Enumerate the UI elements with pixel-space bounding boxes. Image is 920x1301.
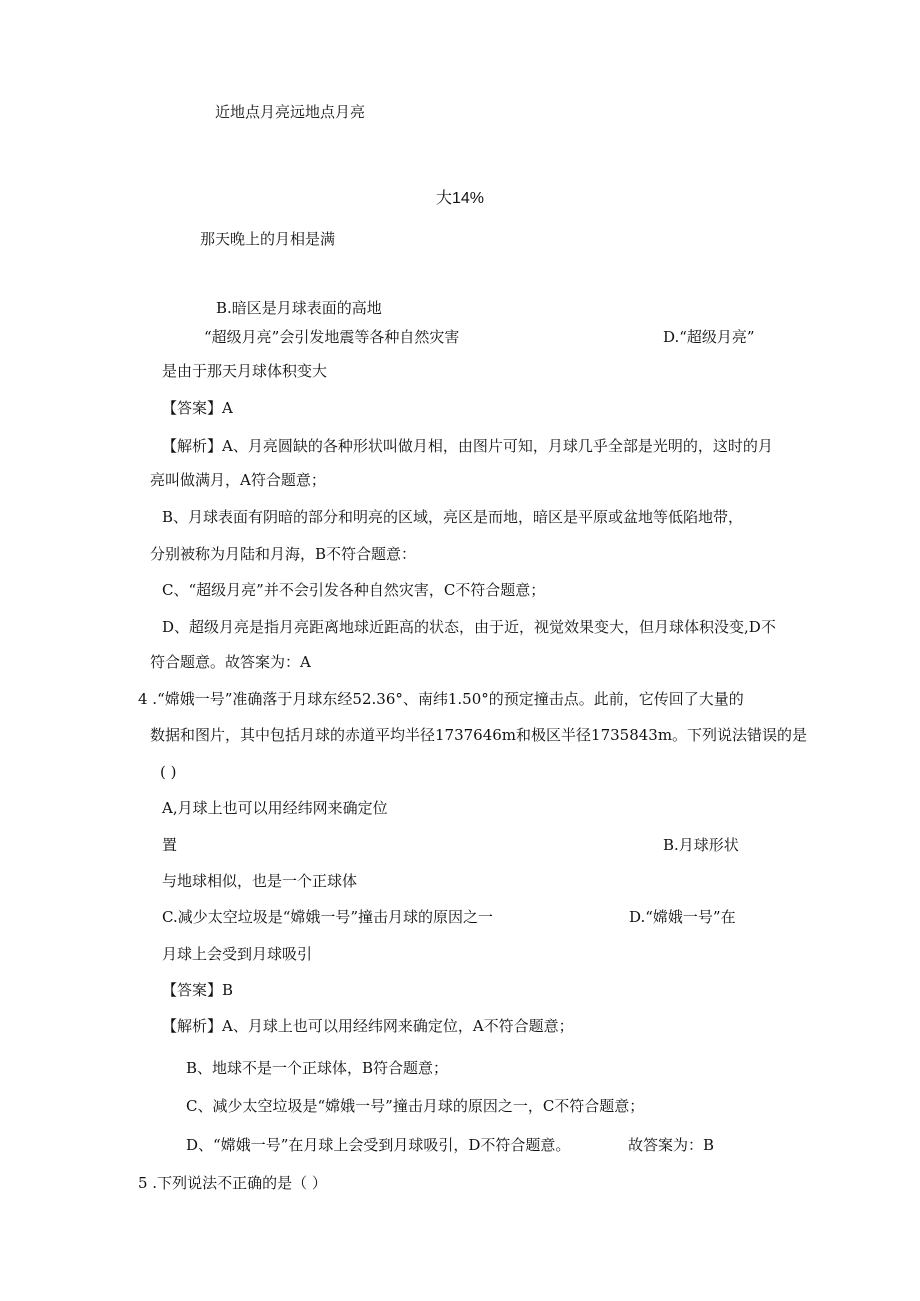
q3-analysis-line-3: B、月球表面有阴暗的部分和明亮的区域，亮区是而地，暗区是平原或盆地等低陷地带， [162,508,744,526]
q4-answer: 【答案】B [162,981,234,999]
q3-option-b: B.暗区是月球表面的高地 [216,299,382,317]
q4-stem-line-1: 4 .“嫦娥一号”准确落于月球东经52.36°、南纬1.50°的预定撞击点。此前，它传回了大量的 [138,690,744,708]
q4-option-c: C.减少太空垃圾是“嫦娥一号”撞击月球的原因之一 [162,908,494,926]
q4-stem-line-2: 数据和图片，其中包括月球的赤道平均半径1737646m和极区半径1735843m。下列说法错误的是 [150,726,808,744]
q3-option-c: “超级月亮”会引发地震等各种自然灾害 [204,328,460,346]
q3-option-d-tail: 是由于那天月球体积变大 [162,362,328,380]
q4-option-a-line-2: 置 [162,836,178,854]
q4-option-b-tail: 与地球相似，也是一个正球体 [162,872,358,890]
q4-option-d-head: D.“嫦娥一号”在 [629,908,736,926]
q3-answer: 【答案】A [162,399,233,417]
q3-analysis-line-4: 分别被称为月陆和月海，B不符合题意： [150,545,417,563]
q5-stem: 5 .下列说法不正确的是（ ） [138,1174,327,1192]
q3-analysis-line-5: C、“超级月亮”并不会引发各种自然灾害，C不符合题意； [162,581,546,599]
q4-analysis-a: 【解析】A、月球上也可以用经纬网来确定位，A不符合题意； [162,1017,574,1035]
q4-analysis-b: B、地球不是一个正球体，B符合题意； [186,1059,449,1077]
q4-option-a-line-1: A,月球上也可以用经纬网来确定位 [162,799,388,817]
q4-analysis-d: D、“嫦娥一号”在月球上会受到月球吸引，D不符合题意。 [186,1136,571,1154]
q4-analysis-c: C、减少太空垃圾是“嫦娥一号”撞击月球的原因之一，C不符合题意； [186,1097,645,1115]
q4-stem-line-3: ( ) [160,763,177,781]
q3-option-d-head: D.“超级月亮” [663,328,755,346]
q3-analysis-line-6: D、超级月亮是指月亮距离地球近距高的状态，由于近，视觉效果变大，但月球体积没变,D不 [162,618,776,636]
q4-option-b-head: B.月球形状 [663,836,739,854]
figure-size-label: 大14% [436,190,485,207]
q3-option-a-tail: 那天晚上的月相是满 [200,230,336,248]
figure-caption: 近地点月亮远地点月亮 [215,103,366,121]
q3-analysis-line-1: 【解析】A、月亮圆缺的各种形状叫做月相，由图片可知，月球几乎全部是光明的，这时的月 [162,437,773,455]
q4-option-d-tail: 月球上会受到月球吸引 [162,945,313,963]
q3-analysis-line-7: 符合题意。故答案为：A [150,653,311,671]
q3-analysis-line-2: 亮叫做满月，A符合题意； [150,471,326,489]
q4-analysis-final: 故答案为：B [628,1136,715,1154]
